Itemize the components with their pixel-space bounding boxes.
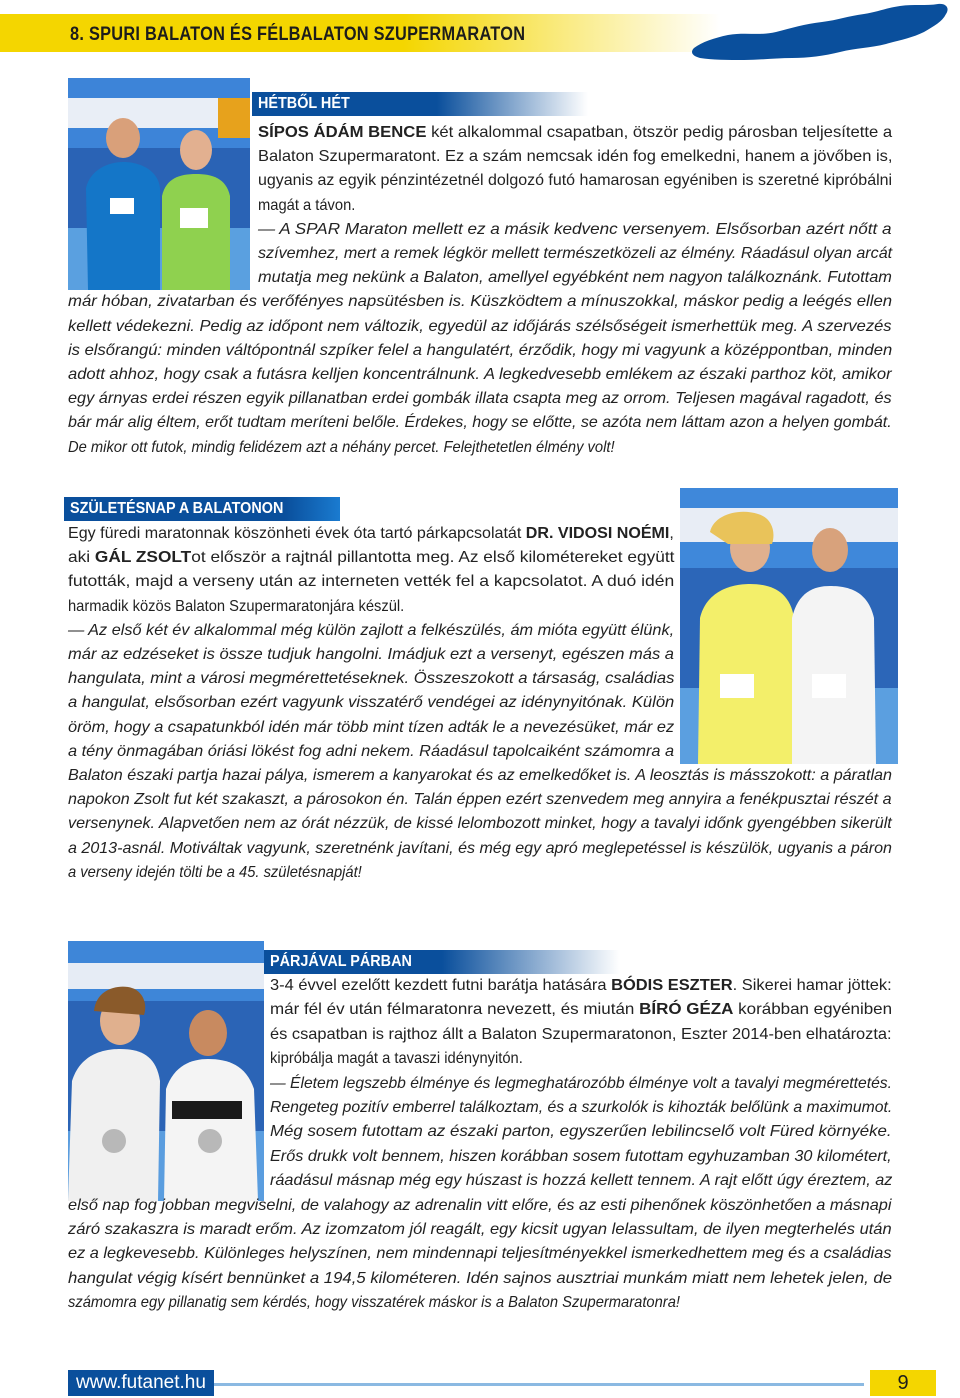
text-line <box>68 411 892 435</box>
text-run: De mikor ott futok, mindig felidézem azt a néhány percet. Felejthetetlen élmény volt! <box>68 439 615 456</box>
text-line <box>68 764 892 788</box>
text-run: öröm, hogy a csapatunkból idén már több mint tízen adták le a nevezésüket, már ez <box>68 719 675 736</box>
section-heading-hetbol-het: HÉTBŐL HÉT <box>252 92 588 116</box>
text-run: a verseny idején tölti be a 45. születésnapját! <box>68 864 362 881</box>
text-line <box>68 716 674 740</box>
name-highlight: BÍRÓ GÉZA <box>639 1001 734 1018</box>
page-number: 9 <box>870 1370 936 1396</box>
text-line <box>68 788 892 812</box>
text-line <box>258 145 892 169</box>
text-line <box>270 1096 892 1120</box>
footer-rule <box>214 1383 864 1386</box>
text-line <box>68 740 674 764</box>
text-line <box>258 218 891 242</box>
name-highlight: BÓDIS ESZTER <box>611 977 733 994</box>
text-line <box>270 1072 892 1096</box>
text-run: két alkalommal csapatban, ötször pedig párosban teljesítette a <box>426 124 893 141</box>
text-line <box>68 643 674 667</box>
text-line <box>68 1218 892 1242</box>
text-line <box>68 522 674 546</box>
text-run: . Sikerei hamar jöttek: <box>732 977 892 994</box>
text-line <box>270 1120 892 1144</box>
photo-couple-noemi-zsolt <box>680 488 898 764</box>
text-line <box>68 812 892 836</box>
section-heading-parjaval-parban: PÁRJÁVAL PÁRBAN <box>264 950 620 974</box>
text-line <box>68 387 892 411</box>
text-line <box>68 667 674 691</box>
text-line <box>258 194 355 218</box>
text-line <box>258 169 892 193</box>
text-run: Balaton Szupermaratont. Ez a szám nemcsak idén fog emelkedni, hanem a jövőben is, <box>258 148 893 165</box>
text-line <box>270 1169 892 1193</box>
text-run: — Életem legszebb élménye és legmeghatározóbb élménye volt a tavalyi megmérettetés. <box>270 1075 892 1092</box>
text-run: kellett védekezni. Pedig az időpont nem változik, egyedül az időjárás szélsőségeit ismerhettük meg. A szervezés <box>68 318 892 335</box>
text-run: a tény önmagában óriási lökést fog adni nekem. Ráadásul tapolcaiként számomra a <box>68 743 675 760</box>
text-run: ráadásul másnap még egy húszast is hozzá kellett tennem. A rajt előtt úgy éreztem, az <box>270 1172 893 1189</box>
text-line <box>68 339 892 363</box>
text-run: magát a távon. <box>258 197 356 214</box>
text-run: bár már alig éltem, erőt tudtam meríteni belőle. Érdekes, hogy se előtte, se azóta nem láttam azon a helyen gombát. <box>68 414 892 431</box>
text-run: már az edzéseket is össze tudjuk hangolni. Imádjuk ezt a versenyt, egészen más a <box>68 646 674 663</box>
text-line <box>68 546 674 570</box>
text-run: — Az első két év alkalommal még külön zajlott a felkészülés, ám mióta együtt élünk, <box>68 622 675 639</box>
text-run: ugyanis az egyik pénzintézetnél dolgozó futó hamarosan egyéniben is szeretné kipróbálni <box>258 172 893 189</box>
text-run: a 2013-asnál. Motiváltak vagyunk, szeretnénk javítani, és még egy apró meglepetéssel is készülök, ugyanis a páron <box>68 840 892 857</box>
text-line <box>68 1267 892 1291</box>
text-line <box>68 861 362 885</box>
text-line <box>68 619 674 643</box>
name-highlight: GÁL ZSOLT <box>94 549 192 566</box>
text-run: és csapatban is rajthoz állt a Balaton Szupermaratonon, Eszter 2014-ben elhatározta: <box>270 1026 892 1043</box>
text-line <box>270 998 892 1022</box>
text-line <box>270 974 892 998</box>
text-line <box>270 1023 892 1047</box>
text-run: záró szakaszra is maradt erőm. Az izomzatom jól reagált, egy kicsit ugyan lelassultam, de ilyen megterhelés után <box>68 1221 892 1238</box>
text-run: Rengeteg pozitív emberrel találkoztam, és a szurkolók is kihozták belőlünk a maximumot. <box>270 1099 893 1116</box>
section-heading-szuletesnap: SZÜLETÉSNAP A BALATONON <box>64 497 340 521</box>
text-line <box>68 1242 892 1266</box>
text-run: Még sosem futottam az északi parton, egyszerűen lebilincselő volt Füred környéke. <box>270 1123 892 1140</box>
text-run: adott ahhoz, hogy csak a futásra kelljen koncentrálnunk. A legkedvesebb emlékem az északi parthoz köt, amikor <box>68 366 892 383</box>
text-run: egy árnyas erdei részen egyik pillanatban erdei gombák illata csapta meg az orrom. Teljesen magával ragadott, és <box>68 390 892 407</box>
text-line <box>68 691 674 715</box>
text-line <box>258 121 892 145</box>
text-line <box>68 436 615 460</box>
text-run: Erős drukk volt bennem, hiszen korábban sosem futottam egyhuzamban 30 kilométert, <box>270 1148 892 1165</box>
text-run: versenynek. Alapvetően nem az órát nézzük, de kissé lelombozott minket, hogy a tavalyi időnk gyengébben sikerült <box>68 815 892 832</box>
text-line <box>270 1047 523 1071</box>
text-run: harmadik közös Balaton Szupermaratonjára készül. <box>68 598 405 615</box>
text-line <box>68 1291 680 1315</box>
text-line <box>68 315 892 339</box>
text-run: napokon Zsolt fut két szakaszt, a párosokon én. Talán éppen ezért szenvedem meg annyira a fenékpusztai részét a <box>68 791 892 808</box>
text-line <box>68 595 404 619</box>
text-line <box>258 266 892 290</box>
text-run: , <box>669 525 674 542</box>
text-line <box>258 242 892 266</box>
photo-eszter-geza <box>68 941 264 1201</box>
text-line <box>68 363 892 387</box>
text-line <box>270 1145 892 1169</box>
text-run: mutatja meg nekünk a Balaton, amellyel egyébként nem nagyon találkoznánk. Futottam <box>258 269 892 286</box>
text-line <box>68 1194 891 1218</box>
photo-runners-two-men <box>68 78 250 290</box>
text-run: kipróbálja magát a tavaszi idénynyitón. <box>270 1050 523 1067</box>
text-run: szívemhez, mert a remek légkör mellett természetközeli az élmény. Ráadásul olyan arcát <box>258 245 893 262</box>
text-run: számomra egy pillanatig sem kérdés, hogy visszatérek máskor is a Balaton Szupermaratonra! <box>68 1294 680 1311</box>
balaton-lake-logo <box>688 2 954 64</box>
text-run: a hangulat, elsősorban ezért vagyunk visszatérő vendégei az idénynyitónak. Külön <box>68 694 675 711</box>
text-run: korábban egyéniben <box>733 1001 893 1018</box>
text-line <box>68 837 892 861</box>
text-run: Balaton északi partja hazai pálya, ismerem a kanyarokat és az emelkedőket is. A leosztás is másszokott: a páratlan <box>68 767 893 784</box>
text-run: ez a legkevesebb. Különleges helyszínen, nem mindennapi teljesítményekkel ismerkedhettem meg és a családias <box>68 1245 892 1262</box>
text-run: ot először a rajtnál pillantotta meg. Az első kilométereket együtt <box>191 549 675 566</box>
name-highlight: SÍPOS ÁDÁM BENCE <box>258 124 427 141</box>
text-line <box>68 290 892 314</box>
text-run: első nap fog jobban megviselni, de valahogy az adrenalin vitt előre, és az esti pihenőnek köszönhetően a másnapi <box>68 1197 892 1214</box>
text-run: Egy füredi maratonnak köszönheti évek óta tartó párkapcsolatát <box>68 525 526 542</box>
text-line <box>68 570 674 594</box>
text-run: — A SPAR Maraton mellett ez a másik kedvenc versenyem. Elsősorban azért nőtt a <box>258 221 892 238</box>
text-run: már hóban, zivatarban és verőfényes napsütésben is. Küszködtem a mínuszokkal, máskor pedig a leégés ellen <box>68 293 893 310</box>
text-run: hangulat végig kísért bennünket a 194,5 kilométeren. Idén sajnos ausztriai munkám miatt nem lehetek jelen, de <box>68 1270 893 1287</box>
name-highlight: DR. VIDOSI NOÉMI <box>525 525 670 542</box>
footer-website-link[interactable]: www.futanet.hu <box>68 1370 214 1396</box>
text-run: 3-4 évvel ezelőtt kezdett futni barátja hatására <box>270 977 612 994</box>
page-title: 8. SPURI BALATON ÉS FÉLBALATON SZUPERMARATON <box>70 24 526 45</box>
text-run: hangulata, mint a városi megmérettetéseknek. Összeszokott a társaság, családias <box>68 670 675 687</box>
text-run: aki <box>68 549 95 566</box>
text-run: már fél év után félmaratonra nevezett, és miután <box>270 1001 640 1018</box>
text-run: is elsőrangú: minden váltópontnál szpíker felel a hangulatért, érződik, hogy mi vagyunk a középpontban, minden <box>68 342 893 359</box>
text-run: futották, majd a verseny után az interneten vették fel a kapcsolatot. A duó idén <box>68 573 675 590</box>
